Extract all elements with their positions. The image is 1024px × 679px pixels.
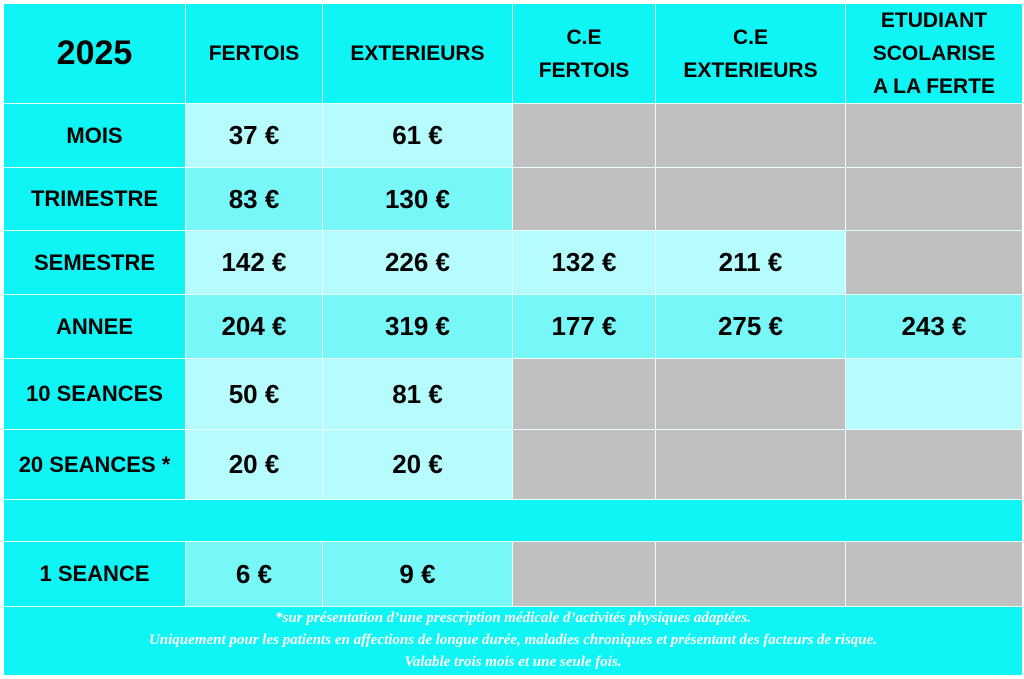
row-label: SEMESTRE: [4, 231, 186, 295]
price-cell: 9 €: [323, 542, 513, 607]
footnote-line: *sur présentation d’une prescription médicale d’activités physiques adaptées.: [275, 610, 751, 626]
price-table: [4, 4, 1022, 675]
col-heading-ce-fertois: C.E FERTOIS: [513, 4, 656, 104]
price-cell: 50 €: [186, 359, 323, 430]
col-heading-exterieurs: EXTERIEURS: [323, 4, 513, 104]
empty-cell: [846, 231, 1022, 295]
header-row: [4, 4, 1022, 104]
empty-cell: [513, 542, 656, 607]
table-row: [4, 168, 1022, 231]
empty-cell: [656, 430, 846, 500]
empty-cell: [656, 542, 846, 607]
col-heading-fertois: FERTOIS: [186, 4, 323, 104]
price-cell: 226 €: [323, 231, 513, 295]
row-label: 1 SEANCE: [4, 542, 186, 607]
price-cell: 275 €: [656, 295, 846, 359]
price-cell: 319 €: [323, 295, 513, 359]
footnote-line: Valable trois mois et une seule fois.: [404, 654, 622, 670]
empty-cell: [513, 359, 656, 430]
empty-cell: [846, 104, 1022, 168]
price-cell: 20 €: [186, 430, 323, 500]
price-cell: 37 €: [186, 104, 323, 168]
empty-cell: [513, 168, 656, 231]
empty-cell: [846, 430, 1022, 500]
row-label: 10 SEANCES: [4, 359, 186, 430]
price-cell: 142 €: [186, 231, 323, 295]
table-row: [4, 542, 1022, 607]
price-cell: 243 €: [846, 295, 1022, 359]
empty-cell: [846, 359, 1022, 430]
col-heading-ce-exterieurs: C.E EXTERIEURS: [656, 4, 846, 104]
price-cell: 177 €: [513, 295, 656, 359]
empty-cell: [656, 168, 846, 231]
price-cell: 204 €: [186, 295, 323, 359]
price-cell: 61 €: [323, 104, 513, 168]
empty-cell: [846, 542, 1022, 607]
col-heading-etudiant: ETUDIANT SCOLARISE A LA FERTE: [846, 4, 1022, 104]
price-cell: 81 €: [323, 359, 513, 430]
table-row: [4, 295, 1022, 359]
price-cell: 130 €: [323, 168, 513, 231]
footnote-line: Uniquement pour les patients en affections de longue durée, maladies chroniques et présentant des facteurs de risque.: [148, 632, 878, 648]
empty-cell: [656, 359, 846, 430]
row-label: 20 SEANCES *: [4, 430, 186, 500]
table-row: [4, 359, 1022, 430]
table-row: [4, 231, 1022, 295]
price-cell: 83 €: [186, 168, 323, 231]
empty-cell: [846, 168, 1022, 231]
row-label: MOIS: [4, 104, 186, 168]
footnote: [4, 607, 1022, 675]
row-label: ANNEE: [4, 295, 186, 359]
empty-cell: [513, 104, 656, 168]
price-cell: 6 €: [186, 542, 323, 607]
price-cell: 20 €: [323, 430, 513, 500]
table-row: [4, 104, 1022, 168]
row-label: TRIMESTRE: [4, 168, 186, 231]
price-cell: 211 €: [656, 231, 846, 295]
table-row: [4, 430, 1022, 500]
year-heading: 2025: [4, 4, 186, 104]
price-cell: 132 €: [513, 231, 656, 295]
spacer-row: [4, 500, 1022, 542]
empty-cell: [656, 104, 846, 168]
empty-cell: [513, 430, 656, 500]
